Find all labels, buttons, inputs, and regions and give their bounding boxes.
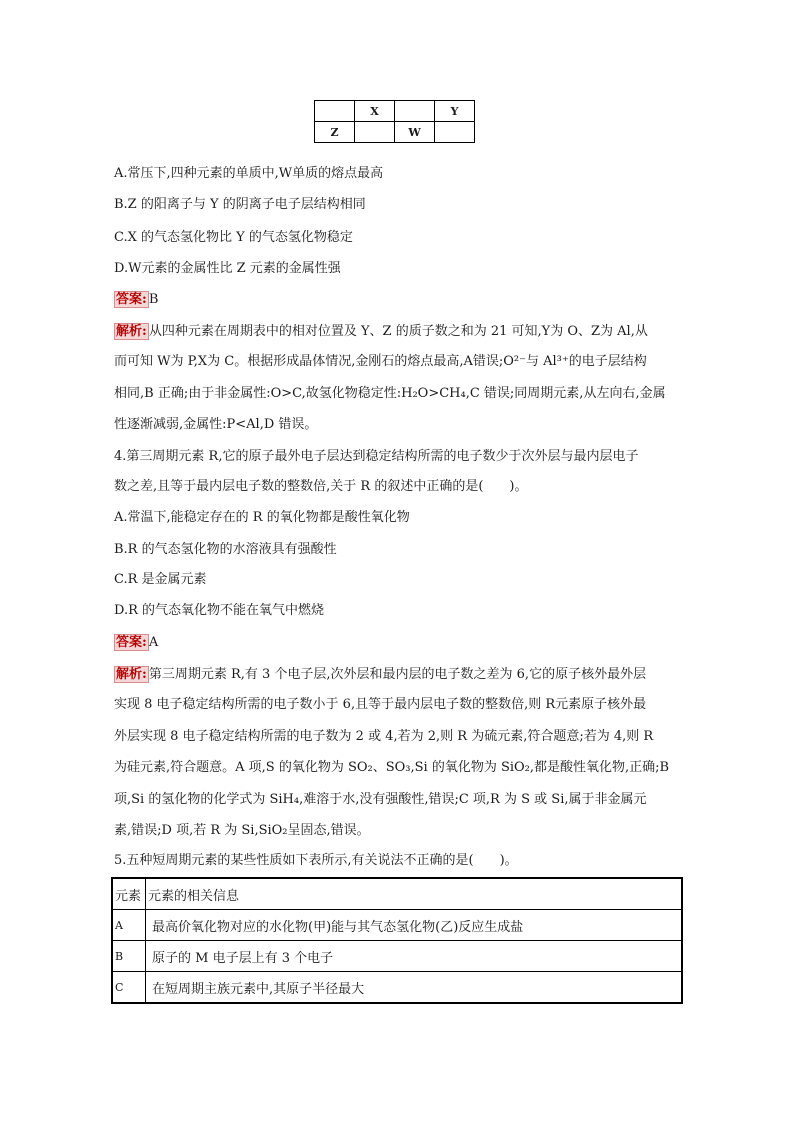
table-header-row xyxy=(112,878,682,910)
q4-option-d: D.R 的气态氧化物不能在氧气中燃烧 xyxy=(114,603,325,618)
grid-row xyxy=(315,122,475,143)
grid-cell xyxy=(435,122,475,143)
grid-cell xyxy=(395,101,435,122)
table-cell: C xyxy=(112,972,146,1004)
q3-analysis-line-1 xyxy=(114,323,648,340)
table-header-info: 元素的相关信息 xyxy=(146,878,683,910)
table-cell: 在短周期主族元素中,其原子半径最大 xyxy=(146,972,683,1004)
grid-cell: X xyxy=(355,101,395,122)
grid-cell: Z xyxy=(315,122,355,143)
q3-option-d: D.W元素的金属性比 Z 元素的金属性强 xyxy=(114,261,341,276)
q3-answer xyxy=(114,291,158,308)
q4-option-b: B.R 的气态氢化物的水溶液具有强酸性 xyxy=(114,542,337,557)
table-header-element: 元素 xyxy=(112,878,146,910)
analysis-text: 第三周期元素 R,有 3 个电子层,次外层和最内层的电子数之差为 6,它的原子核外最外层 xyxy=(148,667,647,682)
analysis-tag: 解析: xyxy=(116,667,147,682)
table-cell: 最高价氧化物对应的水化物(甲)能与其气态氢化物(乙)反应生成盐 xyxy=(146,910,683,941)
q4-analysis-line-2: 实现 8 电子稳定结构所需的电子数小于 6,且等于最内层电子数的整数倍,则 R元素原子核外最 xyxy=(114,697,647,712)
q4-analysis-line-5: 项,Si 的氢化物的化学式为 SiH₄,难溶于水,没有强酸性,错误;C 项,R 为 S 或 Si,属于非金属元 xyxy=(114,792,647,807)
answer-value: B xyxy=(148,292,159,307)
grid-cell xyxy=(355,122,395,143)
analysis-text: 从四种元素在周期表中的相对位置及 Y、Z 的质子数之和为 21 可知,Y为 O、Z为 Al,从 xyxy=(148,324,648,339)
q4-option-a: A.常温下,能稳定存在的 R 的氧化物都是酸性氧化物 xyxy=(114,510,410,525)
q4-analysis-line-1 xyxy=(114,666,646,683)
q4-analysis-line-3: 外层实现 8 电子稳定结构所需的电子数为 2 或 4,若为 2,则 R 为硫元素,符合题意;若为 4,则 R xyxy=(114,729,654,744)
q4-option-c: C.R 是金属元素 xyxy=(114,572,207,587)
q3-option-b: B.Z 的阳离子与 Y 的阴离子电子层结构相同 xyxy=(114,197,366,212)
q4-analysis-line-4: 为硅元素,符合题意。A 项,S 的氧化物为 SO₂、SO₃,Si 的氧化物为 SiO₂,都是酸性氧化物,正确;B xyxy=(114,760,670,775)
q3-option-c: C.X 的气态氢化物比 Y 的气态氢化物稳定 xyxy=(114,230,353,245)
q4-stem-line-1: 4.第三周期元素 R,它的原子最外电子层达到稳定结构所需的电子数少于次外层与最内层电子 xyxy=(114,449,639,464)
answer-tag: 答案: xyxy=(116,635,147,650)
answer-value: A xyxy=(148,635,159,650)
q4-analysis-line-6: 素,错误;D 项,若 R 为 Si,SiO₂呈固态,错误。 xyxy=(114,823,370,838)
q3-analysis-line-3: 相同,B 正确;由于非金属性:O>C,故氢化物稳定性:H₂O>CH₄,C 错误;同周期元素,从左向右,金属 xyxy=(114,386,666,401)
q3-analysis-line-4: 性逐渐减弱,金属性:P<Al,D 错误。 xyxy=(114,417,318,432)
grid-row xyxy=(315,101,475,122)
grid-cell: Y xyxy=(435,101,475,122)
q4-answer xyxy=(114,634,158,651)
table-row xyxy=(112,910,682,941)
table-row xyxy=(112,972,682,1004)
grid-cell xyxy=(315,101,355,122)
q5-stem: 5.五种短周期元素的某些性质如下表所示,有关说法不正确的是( )。 xyxy=(114,853,518,868)
table-cell: B xyxy=(112,941,146,972)
grid-cell: W xyxy=(395,122,435,143)
element-info-table xyxy=(111,877,683,1004)
table-cell: A xyxy=(112,910,146,941)
analysis-tag: 解析: xyxy=(116,324,147,339)
q3-option-a: A.常压下,四种元素的单质中,W单质的熔点最高 xyxy=(114,166,384,181)
answer-tag: 答案: xyxy=(116,292,147,307)
table-row xyxy=(112,941,682,972)
q3-analysis-line-2: 而可知 W为 P,X为 C。根据形成晶体情况,金刚石的熔点最高,A错误;O²⁻与 Al³⁺的电子层结构 xyxy=(114,354,647,369)
element-position-grid xyxy=(314,100,475,143)
q4-stem-line-2: 数之差,且等于最内层电子数的整数倍,关于 R 的叙述中正确的是( )。 xyxy=(114,479,528,494)
table-cell: 原子的 M 电子层上有 3 个电子 xyxy=(146,941,683,972)
